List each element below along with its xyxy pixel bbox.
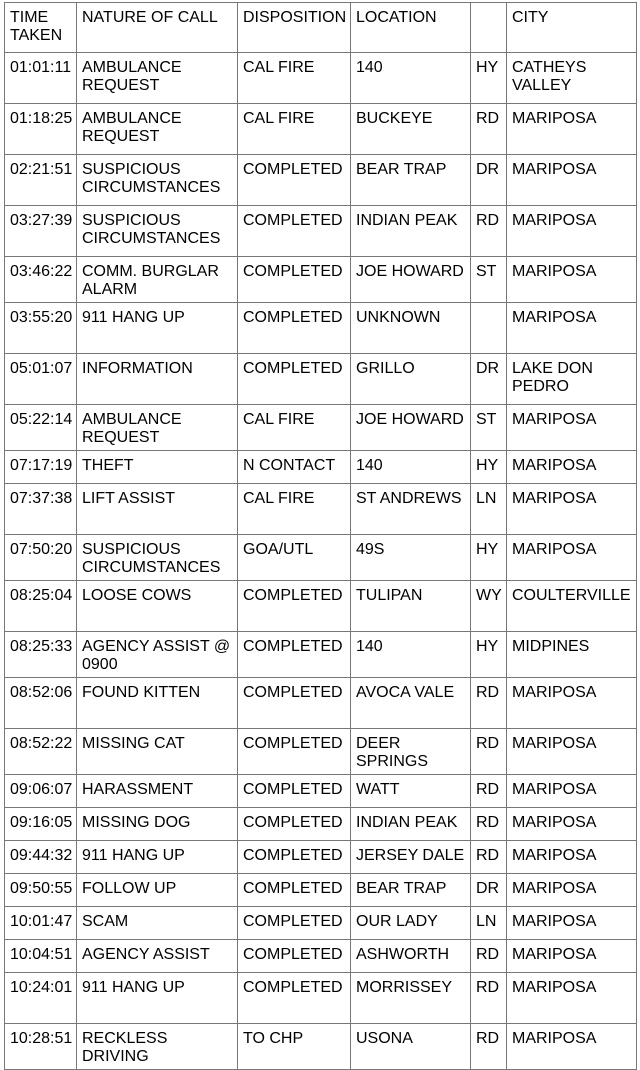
nature-of-call-cell: FOLLOW UP [77,874,238,907]
location-cell: MORRISSEY [351,973,471,1024]
disposition-cell: COMPLETED [238,632,351,678]
location-cell: UNKNOWN [351,303,471,354]
location-cell: 140 [351,451,471,484]
city-cell: MARIPOSA [507,940,637,973]
table-row [5,775,637,808]
nature-of-call-cell: THEFT [77,451,238,484]
city-cell: MARIPOSA [507,405,637,451]
location-cell: BUCKEYE [351,104,471,155]
suffix-cell: LN [471,484,507,535]
disposition-cell: COMPLETED [238,354,351,405]
city-cell: MARIPOSA [507,973,637,1024]
city-cell: MIDPINES [507,632,637,678]
time-taken-cell: 03:46:22 [5,257,77,303]
table-row [5,874,637,907]
city-cell: MARIPOSA [507,484,637,535]
time-taken-cell: 08:25:33 [5,632,77,678]
table-row [5,535,637,581]
suffix-cell: HY [471,451,507,484]
disposition-cell: COMPLETED [238,775,351,808]
suffix-cell: LN [471,907,507,940]
nature-of-call-cell: RECKLESS DRIVING [77,1024,238,1070]
location-cell: AVOCA VALE [351,678,471,729]
location-cell: INDIAN PEAK [351,808,471,841]
disposition-cell: COMPLETED [238,907,351,940]
nature-of-call-cell: HARASSMENT [77,775,238,808]
time-taken-cell: 01:18:25 [5,104,77,155]
location-cell: JOE HOWARD [351,405,471,451]
disposition-cell: COMPLETED [238,581,351,632]
location-cell: USONA [351,1024,471,1070]
table-row [5,257,637,303]
suffix-cell: DR [471,354,507,405]
time-taken-cell: 08:52:06 [5,678,77,729]
suffix-cell: RD [471,841,507,874]
table-row [5,729,637,775]
location-cell: GRILLO [351,354,471,405]
time-taken-cell: 10:01:47 [5,907,77,940]
suffix-cell: RD [471,808,507,841]
table-row [5,53,637,104]
location-cell: DEER SPRINGS [351,729,471,775]
header-suffix [471,3,507,53]
nature-of-call-cell: 911 HANG UP [77,841,238,874]
header-city: CITY [507,3,637,53]
disposition-cell: GOA/UTL [238,535,351,581]
disposition-cell: N CONTACT [238,451,351,484]
nature-of-call-cell: MISSING DOG [77,808,238,841]
header-row [5,3,637,53]
location-cell: 140 [351,632,471,678]
nature-of-call-cell: LIFT ASSIST [77,484,238,535]
location-cell: JOE HOWARD [351,257,471,303]
suffix-cell: RD [471,973,507,1024]
location-cell: TULIPAN [351,581,471,632]
nature-of-call-cell: AMBULANCE REQUEST [77,104,238,155]
disposition-cell: COMPLETED [238,206,351,257]
table-row [5,581,637,632]
suffix-cell: RD [471,729,507,775]
disposition-cell: COMPLETED [238,155,351,206]
call-log-table [4,2,637,1070]
table-row [5,973,637,1024]
time-taken-cell: 10:04:51 [5,940,77,973]
suffix-cell: RD [471,678,507,729]
time-taken-cell: 05:22:14 [5,405,77,451]
nature-of-call-cell: SUSPICIOUS CIRCUMSTANCES [77,206,238,257]
suffix-cell: HY [471,632,507,678]
time-taken-cell: 08:52:22 [5,729,77,775]
time-taken-cell: 03:55:20 [5,303,77,354]
nature-of-call-cell: SCAM [77,907,238,940]
city-cell: CATHEYS VALLEY [507,53,637,104]
time-taken-cell: 07:17:19 [5,451,77,484]
disposition-cell: CAL FIRE [238,104,351,155]
time-taken-cell: 03:27:39 [5,206,77,257]
nature-of-call-cell: AMBULANCE REQUEST [77,405,238,451]
time-taken-cell: 02:21:51 [5,155,77,206]
suffix-cell: ST [471,405,507,451]
suffix-cell: RD [471,775,507,808]
table-row [5,405,637,451]
city-cell: LAKE DON PEDRO [507,354,637,405]
table-row [5,678,637,729]
city-cell: MARIPOSA [507,1024,637,1070]
suffix-cell: RD [471,1024,507,1070]
location-cell: WATT [351,775,471,808]
table-row [5,303,637,354]
location-cell: 49S [351,535,471,581]
city-cell: MARIPOSA [507,907,637,940]
city-cell: MARIPOSA [507,104,637,155]
time-taken-cell: 09:50:55 [5,874,77,907]
nature-of-call-cell: COMM. BURGLAR ALARM [77,257,238,303]
time-taken-cell: 09:16:05 [5,808,77,841]
suffix-cell: DR [471,874,507,907]
suffix-cell: RD [471,940,507,973]
time-taken-cell: 09:06:07 [5,775,77,808]
header-location: LOCATION [351,3,471,53]
disposition-cell: TO CHP [238,1024,351,1070]
table-row [5,808,637,841]
nature-of-call-cell: AMBULANCE REQUEST [77,53,238,104]
suffix-cell: HY [471,535,507,581]
table-row [5,206,637,257]
disposition-cell: COMPLETED [238,257,351,303]
header-nature-of-call: NATURE OF CALL [77,3,238,53]
disposition-cell: COMPLETED [238,808,351,841]
call-log-body [5,3,637,1070]
table-row [5,451,637,484]
city-cell: MARIPOSA [507,257,637,303]
table-row [5,632,637,678]
disposition-cell: CAL FIRE [238,53,351,104]
location-cell: ASHWORTH [351,940,471,973]
location-cell: OUR LADY [351,907,471,940]
nature-of-call-cell: AGENCY ASSIST @ 0900 [77,632,238,678]
nature-of-call-cell: SUSPICIOUS CIRCUMSTANCES [77,155,238,206]
city-cell: MARIPOSA [507,155,637,206]
suffix-cell: RD [471,104,507,155]
nature-of-call-cell: MISSING CAT [77,729,238,775]
nature-of-call-cell: AGENCY ASSIST [77,940,238,973]
suffix-cell [471,303,507,354]
location-cell: 140 [351,53,471,104]
time-taken-cell: 01:01:11 [5,53,77,104]
city-cell: MARIPOSA [507,729,637,775]
nature-of-call-cell: LOOSE COWS [77,581,238,632]
table-row [5,841,637,874]
time-taken-cell: 08:25:04 [5,581,77,632]
disposition-cell: COMPLETED [238,940,351,973]
header-time-taken: TIME TAKEN [5,3,77,53]
city-cell: MARIPOSA [507,808,637,841]
city-cell: COULTERVILLE [507,581,637,632]
location-cell: BEAR TRAP [351,155,471,206]
table-row [5,155,637,206]
disposition-cell: COMPLETED [238,729,351,775]
disposition-cell: COMPLETED [238,678,351,729]
suffix-cell: RD [471,206,507,257]
table-row [5,484,637,535]
nature-of-call-cell: INFORMATION [77,354,238,405]
time-taken-cell: 09:44:32 [5,841,77,874]
disposition-cell: CAL FIRE [238,405,351,451]
suffix-cell: DR [471,155,507,206]
nature-of-call-cell: FOUND KITTEN [77,678,238,729]
disposition-cell: COMPLETED [238,303,351,354]
suffix-cell: HY [471,53,507,104]
time-taken-cell: 05:01:07 [5,354,77,405]
location-cell: JERSEY DALE [351,841,471,874]
time-taken-cell: 10:24:01 [5,973,77,1024]
city-cell: MARIPOSA [507,775,637,808]
city-cell: MARIPOSA [507,535,637,581]
location-cell: INDIAN PEAK [351,206,471,257]
disposition-cell: CAL FIRE [238,484,351,535]
disposition-cell: COMPLETED [238,973,351,1024]
header-disposition: DISPOSITION [238,3,351,53]
location-cell: ST ANDREWS [351,484,471,535]
city-cell: MARIPOSA [507,874,637,907]
table-row [5,104,637,155]
suffix-cell: WY [471,581,507,632]
city-cell: MARIPOSA [507,206,637,257]
nature-of-call-cell: 911 HANG UP [77,973,238,1024]
nature-of-call-cell: SUSPICIOUS CIRCUMSTANCES [77,535,238,581]
city-cell: MARIPOSA [507,303,637,354]
disposition-cell: COMPLETED [238,841,351,874]
table-row [5,1024,637,1070]
time-taken-cell: 07:50:20 [5,535,77,581]
location-cell: BEAR TRAP [351,874,471,907]
city-cell: MARIPOSA [507,451,637,484]
table-row [5,940,637,973]
time-taken-cell: 07:37:38 [5,484,77,535]
suffix-cell: ST [471,257,507,303]
city-cell: MARIPOSA [507,678,637,729]
city-cell: MARIPOSA [507,841,637,874]
time-taken-cell: 10:28:51 [5,1024,77,1070]
nature-of-call-cell: 911 HANG UP [77,303,238,354]
table-row [5,354,637,405]
disposition-cell: COMPLETED [238,874,351,907]
